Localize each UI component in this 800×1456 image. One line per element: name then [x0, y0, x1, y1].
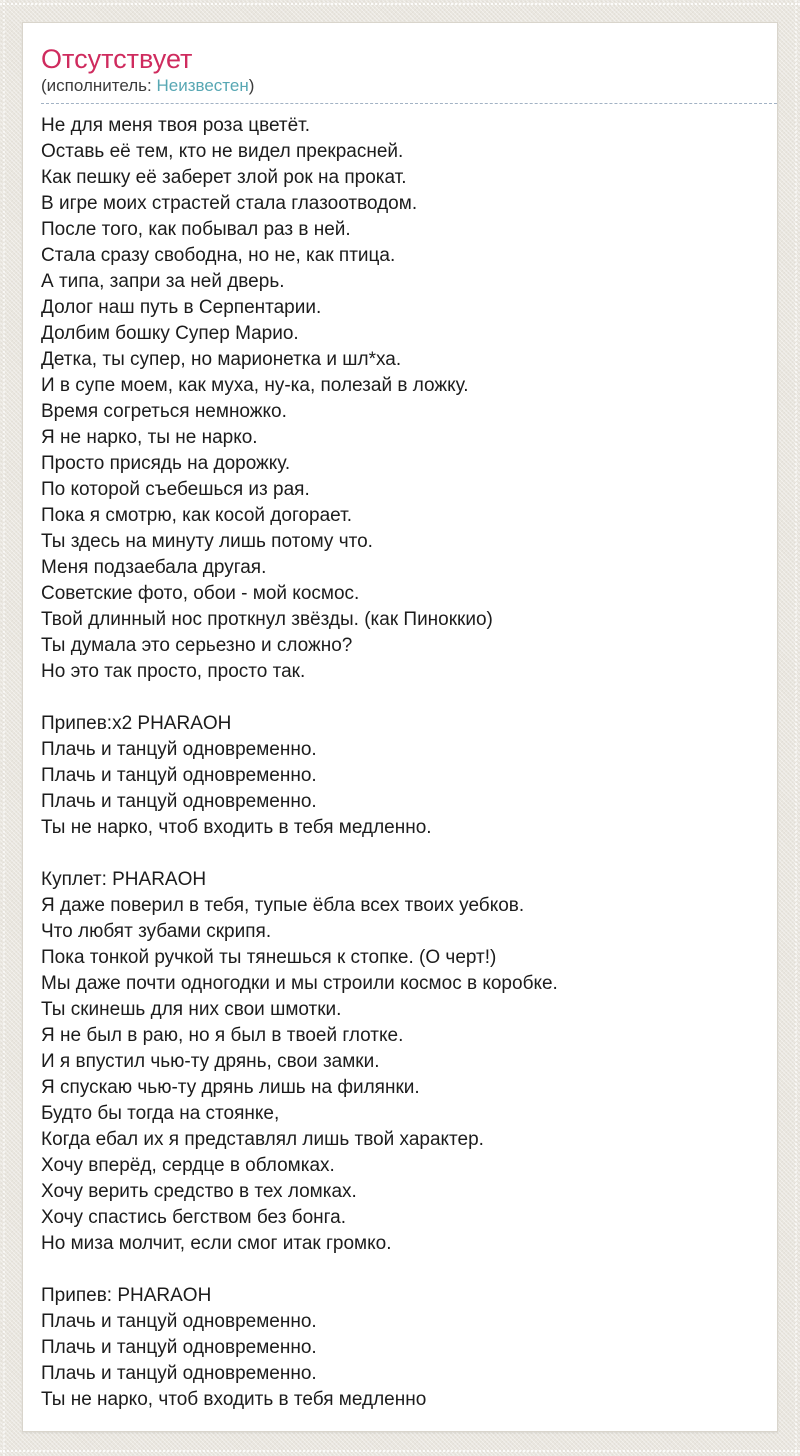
lyric-line: Припев:x2 PHARAOH [41, 713, 232, 735]
lyric-line: Я спускаю чью-ту дрянь лишь на филянки. [41, 1077, 420, 1099]
lyric-line: Ты не нарко, чтоб входить в тебя медленно. [41, 817, 432, 839]
texture-dotted-edge-right [795, 0, 797, 1456]
lyric-line [41, 841, 759, 867]
lyric-line: Мы даже почти одногодки и мы строили космос в коробке. [41, 973, 558, 995]
lyric-line: Хочу верить средство в тех ломках. [41, 1181, 357, 1203]
lyric-line: Ты думала это серьезно и сложно? [41, 635, 353, 657]
artist-link[interactable]: Неизвестен [156, 76, 249, 96]
lyric-line: Ты не нарко, чтоб входить в тебя медленно [41, 1389, 427, 1411]
lyric-line: Долог наш путь в Серпентарии. [41, 297, 322, 319]
lyric-line: Плачь и танцуй одновременно. [41, 765, 317, 787]
song-title: Отсутствует [41, 44, 193, 74]
lyric-line: Советские фото, обои - мой космос. [41, 583, 360, 605]
lyric-line: Но это так просто, просто так. [41, 661, 306, 683]
lyric-line: Я не был в раю, но я был в твоей глотке. [41, 1025, 404, 1047]
texture-dotted-edge-left [3, 0, 5, 1456]
lyric-line [41, 685, 759, 711]
lyric-line: Плачь и танцуй одновременно. [41, 1311, 317, 1333]
song-header [41, 23, 777, 104]
lyric-line: Хочу спастись бегством без бонга. [41, 1207, 346, 1229]
lyric-line: И в супе моем, как муха, ну-ка, полезай в ложку. [41, 375, 469, 397]
lyric-line: Пока тонкой ручкой ты тянешься к стопке. (О черт!) [41, 947, 497, 969]
lyric-line: Долбим бошку Супер Марио. [41, 323, 299, 345]
lyrics [41, 104, 777, 1413]
lyric-line [41, 1257, 759, 1283]
artist-label-prefix: (исполнитель: [41, 76, 157, 96]
lyric-line: Что любят зубами скрипя. [41, 921, 272, 943]
texture-dotted-edge-top [0, 3, 800, 5]
song-subtitle [41, 76, 777, 96]
lyrics-card [22, 22, 778, 1432]
lyric-line: Припев: PHARAOH [41, 1285, 212, 1307]
lyric-line: После того, как побывал раз в ней. [41, 219, 351, 241]
lyric-line: Просто присядь на дорожку. [41, 453, 291, 475]
lyric-line: Твой длинный нос проткнул звёзды. (как Пиноккио) [41, 609, 493, 631]
lyric-line: Но миза молчит, если смог итак громко. [41, 1233, 392, 1255]
lyric-line: Оставь её тем, кто не видел прекрасней. [41, 141, 404, 163]
lyric-line: Не для меня твоя роза цветёт. [41, 115, 311, 137]
lyric-line: Будто бы тогда на стоянке, [41, 1103, 280, 1125]
lyric-line: Пока я смотрю, как косой догорает. [41, 505, 352, 527]
lyric-line: Плачь и танцуй одновременно. [41, 1337, 317, 1359]
lyric-line: Хочу вперёд, сердце в обломках. [41, 1155, 335, 1177]
lyric-line: Плачь и танцуй одновременно. [41, 791, 317, 813]
lyric-line: Плачь и танцуй одновременно. [41, 739, 317, 761]
lyric-line: Стала сразу свободна, но не, как птица. [41, 245, 396, 267]
lyric-line: Ты скинешь для них свои шмотки. [41, 999, 342, 1021]
lyric-line: Куплет: PHARAOH [41, 869, 207, 891]
lyric-line: Детка, ты супер, но марионетка и шл*ха. [41, 349, 402, 371]
lyric-line: Ты здесь на минуту лишь потому что. [41, 531, 373, 553]
lyric-line: Я даже поверил в тебя, тупые ёбла всех твоих уебков. [41, 895, 525, 917]
lyric-line: По которой съебешься из рая. [41, 479, 310, 501]
lyric-line: Меня подзаебала другая. [41, 557, 267, 579]
lyric-line: В игре моих страстей стала глазоотводом. [41, 193, 418, 215]
lyric-line: Плачь и танцуй одновременно. [41, 1363, 317, 1385]
lyric-line: Когда ебал их я представлял лишь твой характер. [41, 1129, 484, 1151]
lyric-line: Как пешку её заберет злой рок на прокат. [41, 167, 407, 189]
lyric-line: Я не нарко, ты не нарко. [41, 427, 258, 449]
artist-label-suffix: ) [248, 76, 255, 96]
lyric-line: Время согреться немножко. [41, 401, 287, 423]
lyric-line: И я впустил чью-ту дрянь, свои замки. [41, 1051, 380, 1073]
texture-dotted-edge-bottom [0, 1450, 800, 1452]
lyric-line: А типа, запри за ней дверь. [41, 271, 285, 293]
